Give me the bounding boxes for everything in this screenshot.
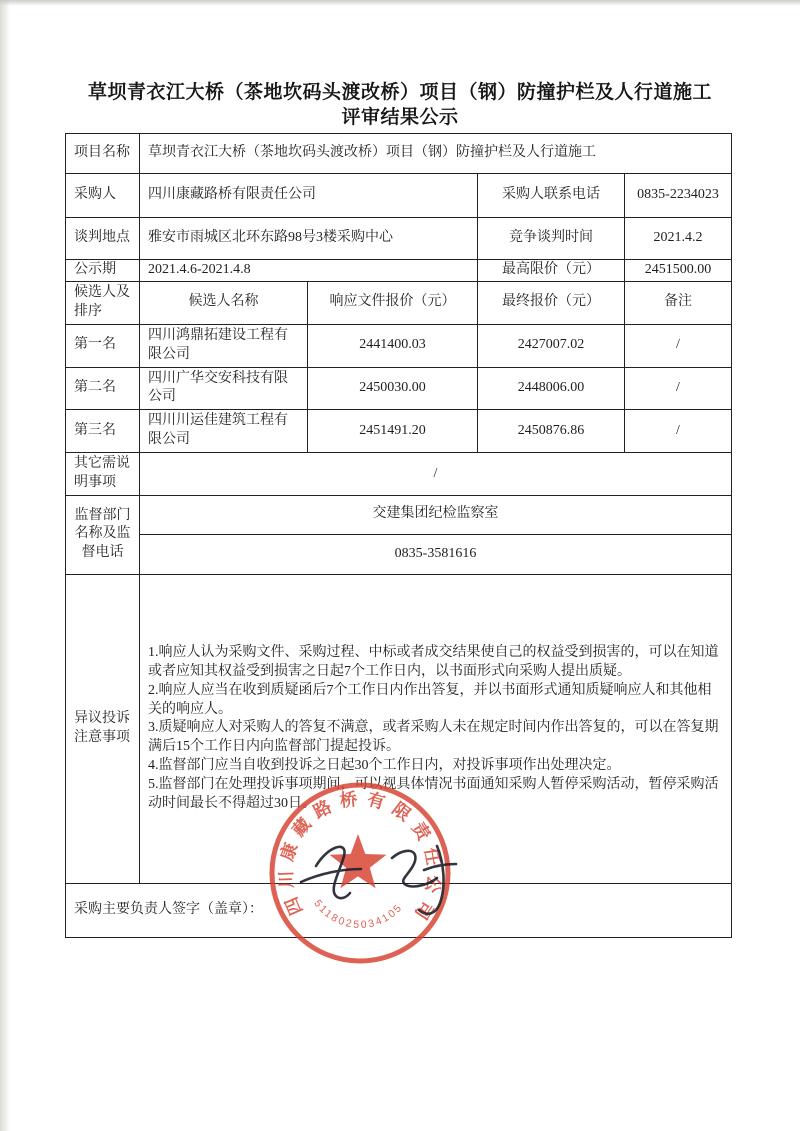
candidate-rank: 第二名 bbox=[66, 367, 140, 410]
buyer-label: 采购人 bbox=[66, 174, 140, 218]
col-header-candidate-name: 候选人名称 bbox=[140, 282, 308, 325]
candidate-remark: / bbox=[625, 410, 732, 453]
venue-value: 雅安市雨城区北环东路98号3楼采购中心 bbox=[140, 218, 478, 260]
candidate-remark: / bbox=[625, 324, 732, 367]
project-name-label: 项目名称 bbox=[66, 134, 140, 174]
other-notes-label: 其它需说明事项 bbox=[66, 453, 140, 496]
scan-edge-left bbox=[0, 0, 10, 1131]
document-title bbox=[40, 80, 760, 130]
candidate-row-2 bbox=[66, 367, 732, 410]
candidate-row-3 bbox=[66, 410, 732, 453]
candidate-bid: 2450030.00 bbox=[308, 367, 478, 410]
supervision-phone: 0835-3581616 bbox=[140, 534, 732, 574]
max-price-value: 2451500.00 bbox=[625, 260, 732, 282]
objection-label: 异议投诉注意事项 bbox=[66, 574, 140, 883]
publicity-period-value: 2021.4.6-2021.4.8 bbox=[140, 260, 478, 282]
buyer-phone-label: 采购人联系电话 bbox=[478, 174, 625, 218]
candidate-name: 四川鸿鼎拓建设工程有限公司 bbox=[140, 324, 308, 367]
candidate-bid: 2441400.03 bbox=[308, 324, 478, 367]
objection-item: 1.响应人认为采购文件、采购过程、中标或者成交结果使自己的权益受到损害的，可以在知道或者应知其权益受到损害之日起7个工作日内，以书面形式向采购人提出质疑。 bbox=[148, 644, 719, 679]
buyer-value: 四川康藏路桥有限责任公司 bbox=[140, 174, 478, 218]
objection-item: 4.监督部门应当自收到投诉之日起30个工作日内，对投诉事项作出处理决定。 bbox=[148, 758, 621, 774]
candidates-section-label: 候选人及排序 bbox=[66, 282, 140, 325]
max-price-label: 最高限价（元） bbox=[478, 260, 625, 282]
buyer-phone-value: 0835-2234023 bbox=[625, 174, 732, 218]
objection-item: 5.监督部门在处理投诉事项期间，可以视具体情况书面通知采购人暂停采购活动，暂停采购活动时间最长不得超过30日。 bbox=[148, 777, 719, 812]
table-row bbox=[66, 260, 732, 282]
supervision-dept-row bbox=[66, 495, 732, 534]
candidate-name: 四川广华交安科技有限公司 bbox=[140, 367, 308, 410]
objection-item: 2.响应人应当在收到质疑函后7个工作日内作出答复，并以书面形式通知质疑响应人和其他相关的响应人。 bbox=[148, 682, 712, 717]
document-title-line1: 草坝青衣江大桥（茶地坎码头渡改桥）项目（钢）防撞护栏及人行道施工 bbox=[87, 82, 712, 103]
supervision-label: 监督部门名称及监督电话 bbox=[66, 495, 140, 574]
project-name-value: 草坝青衣江大桥（茶地坎码头渡改桥）项目（钢）防撞护栏及人行道施工 bbox=[140, 134, 732, 174]
candidate-rank: 第一名 bbox=[66, 324, 140, 367]
supervision-department: 交建集团纪检监察室 bbox=[140, 495, 732, 534]
table-row bbox=[66, 174, 732, 218]
document-title-line2: 评审结果公示 bbox=[341, 107, 459, 128]
negotiation-time-value: 2021.4.2 bbox=[625, 218, 732, 260]
objection-notes-row bbox=[66, 574, 732, 883]
col-header-bid-price: 响应文件报价（元） bbox=[308, 282, 478, 325]
candidate-final-price: 2448006.00 bbox=[478, 367, 625, 410]
signature-label: 采购主要负责人签字（盖章）： bbox=[74, 901, 263, 917]
candidate-rank: 第三名 bbox=[66, 410, 140, 453]
table-row bbox=[66, 218, 732, 260]
objection-notes-cell bbox=[140, 574, 732, 883]
candidate-row-1 bbox=[66, 324, 732, 367]
candidate-remark: / bbox=[625, 367, 732, 410]
candidates-header-row bbox=[66, 282, 732, 325]
seal-serial-number: 5118025034105 bbox=[311, 897, 406, 932]
other-notes-value: / bbox=[140, 453, 732, 496]
candidate-final-price: 2427007.02 bbox=[478, 324, 625, 367]
signature-cell bbox=[66, 883, 732, 937]
col-header-remark: 备注 bbox=[625, 282, 732, 325]
publicity-period-label: 公示期 bbox=[66, 260, 140, 282]
results-table bbox=[65, 133, 732, 938]
other-notes-row bbox=[66, 453, 732, 496]
venue-label: 谈判地点 bbox=[66, 218, 140, 260]
negotiation-time-label: 竞争谈判时间 bbox=[478, 218, 625, 260]
candidate-name: 四川川运佳建筑工程有限公司 bbox=[140, 410, 308, 453]
objection-item: 3.质疑响应人对采购人的答复不满意，或者采购人未在规定时间内作出答复的，可以在答复期满后15个工作日内向监督部门提起投诉。 bbox=[148, 720, 719, 755]
seal-company-text: 四川康藏路桥有限责任公司 bbox=[275, 788, 445, 930]
candidate-final-price: 2450876.86 bbox=[478, 410, 625, 453]
scan-edge-top bbox=[0, 0, 800, 6]
candidate-bid: 2451491.20 bbox=[308, 410, 478, 453]
supervision-phone-row bbox=[66, 534, 732, 574]
signature-row bbox=[66, 883, 732, 937]
table-row bbox=[66, 134, 732, 174]
col-header-final-price: 最终报价（元） bbox=[478, 282, 625, 325]
